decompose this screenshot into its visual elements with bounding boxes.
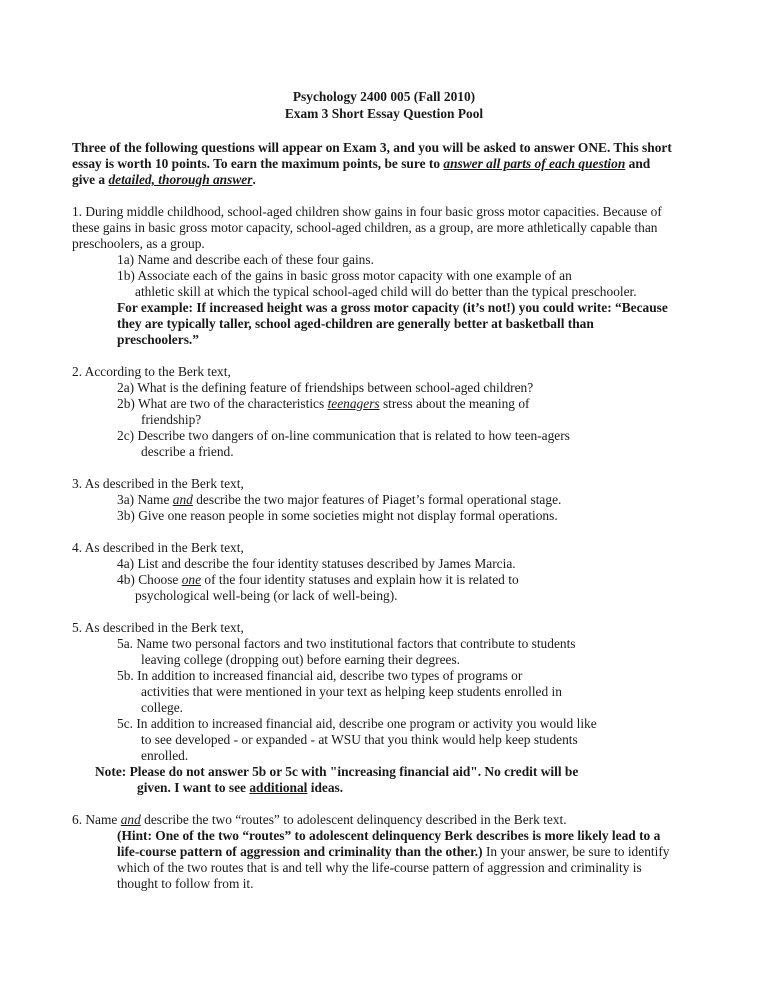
q5-note-emphasis: additional <box>249 780 308 795</box>
intro-text: give a <box>72 172 109 187</box>
q4-part-b-cont: psychological well-being (or lack of well-being). <box>135 588 398 603</box>
q4-part-a: 4a) List and describe the four identity statuses described by James Marcia. <box>117 556 516 571</box>
intro-text: and <box>625 156 651 171</box>
q3-emphasis: and <box>172 492 193 507</box>
q6-hint-3: which of the two routes that is and tell why the life-course pattern of aggression and criminality is <box>117 860 642 875</box>
q2-line-1: 2. According to the Berk text, <box>72 364 231 379</box>
q3-text: describe the two major features of Piaget’s formal operational stage. <box>192 492 562 507</box>
q5-part-b: 5b. In addition to increased financial aid, describe two types of programs or <box>117 668 523 683</box>
q1-line-3: preschoolers, as a group. <box>72 236 205 251</box>
q2-text: stress about the meaning of <box>379 396 530 411</box>
q1-example-3: preschoolers.” <box>117 332 199 347</box>
intro-text: . <box>252 172 256 187</box>
q3-text: 3a) Name <box>117 492 173 507</box>
q6-hint-text: In your answer, be sure to identify <box>482 844 670 859</box>
q6-text: 6. Name <box>72 812 121 827</box>
q5-note-text: ideas. <box>307 780 344 795</box>
q5-part-b-cont-1: activities that were mentioned in your text as helping keep students enrolled in <box>141 684 562 699</box>
q5-part-a-cont: leaving college (dropping out) before earning their degrees. <box>141 652 461 667</box>
q6-hint-2 <box>117 844 670 860</box>
q1-line-2: these gains in basic gross motor capacity, school-aged children, as a group, are more athletically capable than <box>72 220 658 235</box>
q5-note-1: Note: Please do not answer 5b or 5c with "increasing financial aid". No credit will be <box>95 764 579 779</box>
intro-text: essay is worth 10 points. To earn the maximum points, be sure to <box>72 156 444 171</box>
q2-part-b <box>117 396 530 412</box>
q3-part-a <box>117 492 561 508</box>
doc-title-course: Psychology 2400 005 (Fall 2010) <box>292 89 476 104</box>
q3-part-b: 3b) Give one reason people in some societies might not display formal operations. <box>117 508 558 523</box>
q5-part-b-cont-2: college. <box>141 700 184 715</box>
q6-text: describe the two “routes” to adolescent delinquency described in the Berk text. <box>140 812 567 827</box>
q5-note-text: given. I want to see <box>137 780 250 795</box>
q6-emphasis: and <box>120 812 141 827</box>
q1-part-b: 1b) Associate each of the gains in basic gross motor capacity with one example of an <box>117 268 572 283</box>
q1-line-1: 1. During middle childhood, school-aged children show gains in four basic gross motor capacities. Because of <box>72 204 662 219</box>
intro-emphasis: answer all parts of each question <box>443 156 626 171</box>
intro-line-2 <box>72 156 650 172</box>
q5-part-c-cont-1: to see developed - or expanded - at WSU that you think would help keep students <box>141 732 578 747</box>
q5-part-c: 5c. In addition to increased financial aid, describe one program or activity you would like <box>117 716 597 731</box>
q4-part-b <box>117 572 519 588</box>
q6-hint-4: thought to follow from it. <box>117 876 254 891</box>
q2-part-c-cont: describe a friend. <box>141 444 234 459</box>
q6-hint-bold: life-course pattern of aggression and criminality than the other.) <box>117 844 483 859</box>
q1-example-1: For example: If increased height was a gross motor capacity (it’s not!) you could write: “Because <box>117 300 668 315</box>
q1-part-a: 1a) Name and describe each of these four gains. <box>117 252 374 267</box>
q6-line-1 <box>72 812 567 828</box>
q4-emphasis: one <box>181 572 202 587</box>
q5-note-2 <box>137 780 343 796</box>
intro-line-1: Three of the following questions will appear on Exam 3, and you will be asked to answer ONE. This short <box>72 140 672 155</box>
q5-line-1: 5. As described in the Berk text, <box>72 620 244 635</box>
q2-part-c: 2c) Describe two dangers of on-line communication that is related to how teen-agers <box>117 428 570 443</box>
q4-line-1: 4. As described in the Berk text, <box>72 540 244 555</box>
doc-title-exam: Exam 3 Short Essay Question Pool <box>284 106 484 121</box>
q2-part-b-cont: friendship? <box>141 412 202 427</box>
q5-part-a: 5a. Name two personal factors and two institutional factors that contribute to students <box>117 636 576 651</box>
q4-text: of the four identity statuses and explain how it is related to <box>201 572 519 587</box>
q5-part-c-cont-2: enrolled. <box>141 748 189 763</box>
q4-text: 4b) Choose <box>117 572 182 587</box>
intro-emphasis: detailed, thorough answer <box>108 172 253 187</box>
q2-emphasis: teenagers <box>327 396 380 411</box>
intro-line-3 <box>72 172 256 188</box>
q1-example-2: they are typically taller, school aged-children are generally better at basketball than <box>117 316 594 331</box>
q1-part-b-cont: athletic skill at which the typical school-aged child will do better than the typical preschooler. <box>135 284 637 299</box>
q2-part-a: 2a) What is the defining feature of friendships between school-aged children? <box>117 380 534 395</box>
q6-hint-1: (Hint: One of the two “routes” to adolescent delinquency Berk describes is more likely lead to a <box>117 828 661 843</box>
q2-text: 2b) What are two of the characteristics <box>117 396 328 411</box>
q3-line-1: 3. As described in the Berk text, <box>72 476 244 491</box>
